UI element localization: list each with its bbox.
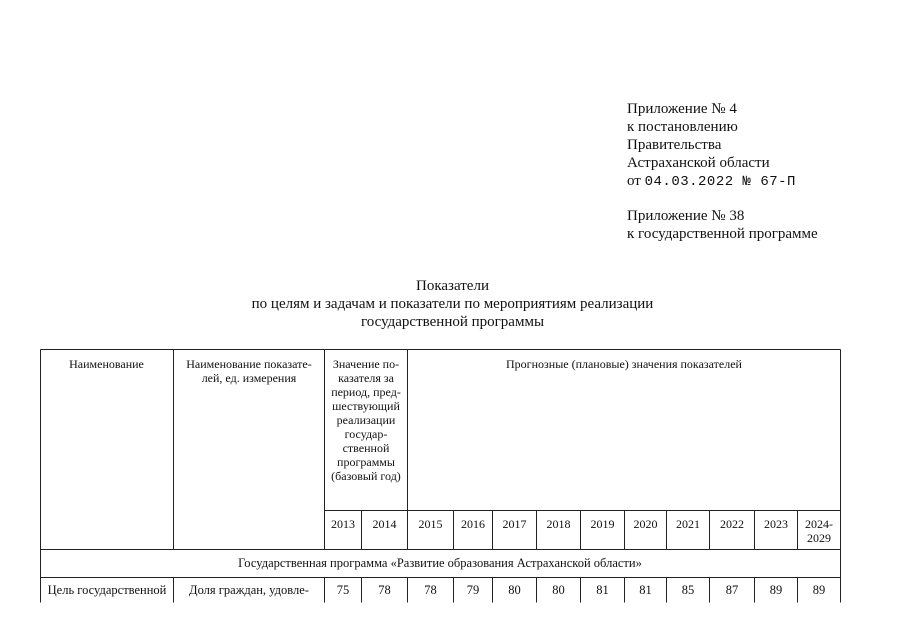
row-value: 87 — [725, 583, 739, 597]
year-header: 2022 — [720, 517, 744, 531]
appendix-38-block — [627, 207, 818, 243]
decree-date-number: 04.03.2022 № 67-П — [644, 174, 796, 190]
year-header: 2021 — [676, 517, 700, 531]
program-row: Государственная программа «Развитие образования Астраханской области» — [238, 556, 642, 570]
decree-date-line — [627, 172, 796, 191]
row-goal-indicator: Доля граждан, удовле- — [189, 583, 309, 597]
year-header: 2014 — [372, 517, 397, 531]
row-value: 80 — [552, 583, 565, 597]
title-line2: по целям и задачам и показатели по мероприятиям реализации — [251, 296, 654, 312]
title-line1: Показатели — [416, 278, 489, 294]
decree-date-prefix: от — [627, 173, 641, 189]
year-header: 2013 — [331, 517, 355, 531]
row-value: 78 — [378, 583, 391, 597]
title-line3: государственной программы — [360, 314, 545, 330]
year-header: 2023 — [764, 517, 788, 531]
appendix-38-line1: Приложение № 38 — [627, 208, 745, 224]
appendix-4-block — [627, 100, 796, 191]
appendix-4-line3: Правительства — [627, 137, 722, 153]
document-title — [0, 277, 905, 331]
year-header: 2016 — [461, 517, 485, 531]
row-value: 80 — [508, 583, 521, 597]
year-header: 2020 — [633, 517, 658, 531]
appendix-4-line4: Астраханской области — [627, 155, 770, 171]
row-goal-name: Цель государственной — [47, 583, 167, 597]
year-header: 2018 — [546, 517, 571, 531]
header-forecast: Прогнозные (плановые) значения показателей — [506, 357, 742, 371]
row-value: 78 — [424, 583, 437, 597]
header-indicator: Наименование показате-лей, ед. измерения — [186, 357, 312, 385]
header-base-value: Значение по-казателя за период, пред-шествующий реализации государ-ственной программы (базовый год) — [331, 357, 401, 483]
appendix-4-line2: к постановлению — [627, 119, 738, 135]
row-value: 85 — [681, 583, 695, 597]
row-value: 79 — [466, 583, 480, 597]
row-value: 75 — [336, 583, 350, 597]
row-value: 81 — [596, 583, 609, 597]
row-value: 89 — [812, 583, 826, 597]
indicators-table — [40, 349, 841, 603]
header-name: Наименование — [69, 357, 144, 371]
row-value: 81 — [639, 583, 652, 597]
year-header: 2024-2029 — [805, 517, 833, 545]
year-header: 2017 — [502, 517, 527, 531]
row-value: 89 — [769, 583, 783, 597]
appendix-4-line1: Приложение № 4 — [627, 101, 737, 117]
year-header: 2015 — [418, 517, 443, 531]
appendix-38-line2: к государственной программе — [627, 226, 818, 242]
year-header: 2019 — [590, 517, 615, 531]
